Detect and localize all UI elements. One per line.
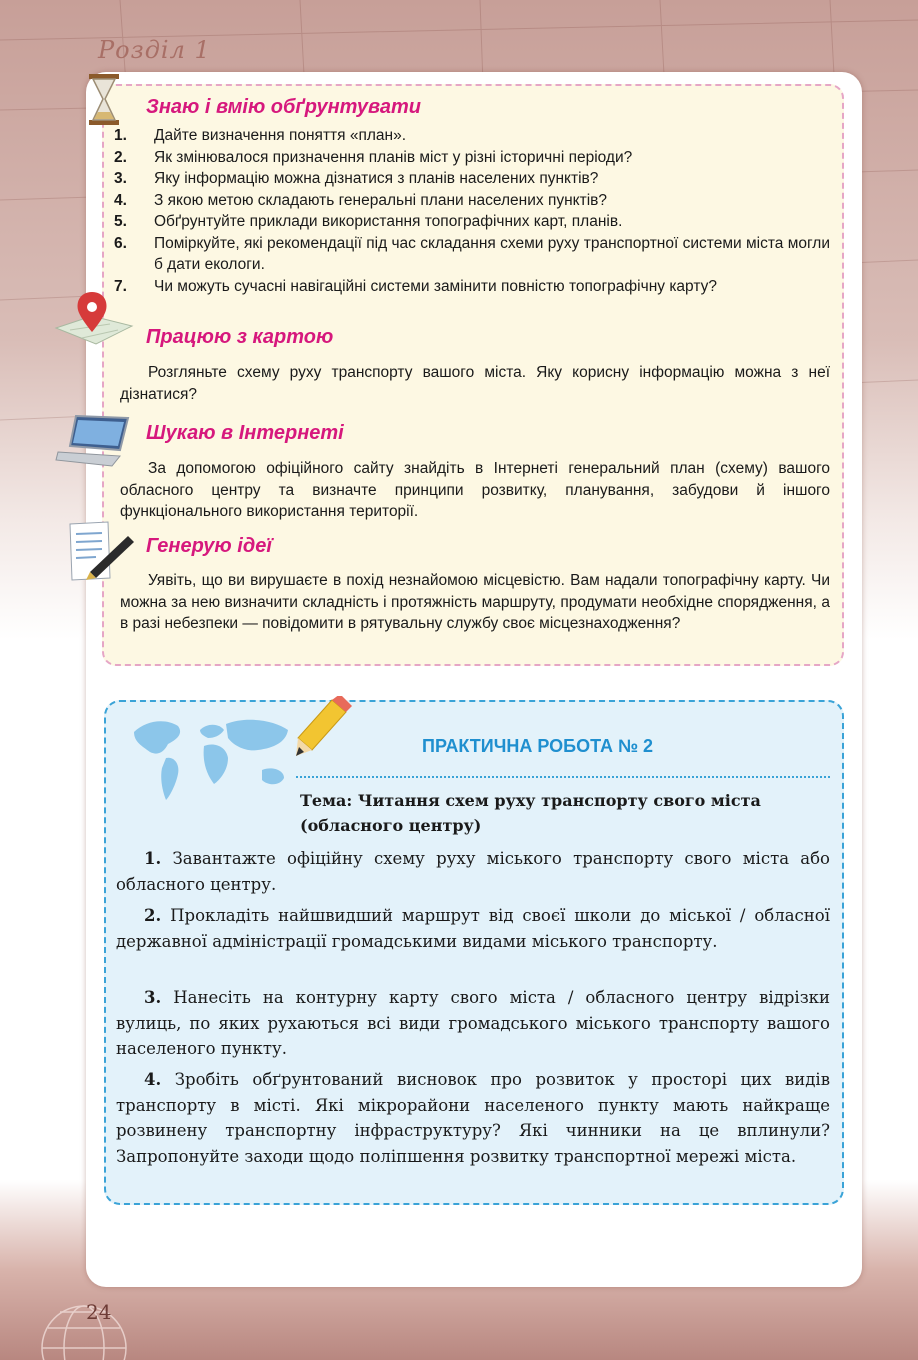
list-item: 2. Як змінювалося призначення планів міст у різні історичні періоди?: [114, 148, 633, 166]
ideas-heading: Генерую ідеї: [146, 535, 272, 557]
practical-step: 1. Завантажте офіційну схему руху міського транспорту свого міста або обласного центру.: [116, 849, 830, 894]
page-number: 24: [86, 1300, 112, 1324]
list-item: 6. Поміркуйте, які рекомендації під час складання схеми руху транспортної системи міста могли б дати екологи.: [114, 234, 830, 273]
map-heading: Працюю з картою: [146, 326, 334, 348]
hourglass-icon: [86, 72, 122, 128]
internet-heading: Шукаю в Інтернеті: [146, 422, 344, 444]
practical-step: 3. Нанесіть на контурну карту свого міста / обласного центру відрізки вулиць, по яких рухаються всі види громадського міського транспорту вашого населеного пункту.: [116, 988, 830, 1058]
list-item: 3. Яку інформацію можна дізнатися з планів населених пунктів?: [114, 170, 599, 187]
practical-step: 4. Зробіть обґрунтований висновок про розвиток у просторі цих видів транспорту в місті. Які мікрорайони населеного пункту мають найкраще розвинену транспортну інфраструктуру? Які чинники на це вплинули? Запропонуйте заходи щодо поліпшення розвитку транспортної мережі міста.: [116, 1070, 831, 1166]
practical-step: 2. Прокладіть найшвидший маршрут від своєї школи до міської / обласної державної адміністрації громадськими видами міського транспорту.: [116, 906, 830, 951]
know-heading: Знаю і вмію обґрунтувати: [146, 96, 421, 118]
questions-list: [114, 125, 830, 297]
dotted-divider: [296, 776, 830, 778]
map-pin-icon: [52, 290, 136, 348]
internet-text: За допомогою офіційного сайту знайдіть в Інтернеті генеральний план (схему) вашого обласного центру та визначте принципи розвитку, планування, забудови й іншого функціонального використання території.: [120, 460, 830, 520]
globe-icon: [34, 1288, 134, 1360]
ideas-text: Уявіть, що ви вирушаєте в похід незнайомою місцевістю. Вам надали топографічну карту. Чи можна за нею визначити складність і протяжність маршруту, продумати необхідне спорядження, а в разі небезпеки — повідомити в рятувальну службу своє місцезнаходження?: [120, 572, 830, 632]
world-map-icon: [128, 712, 298, 804]
list-item: 5. Обґрунтуйте приклади використання топографічних карт, планів.: [114, 213, 623, 230]
list-item: 1. Дайте визначення поняття «план».: [114, 127, 407, 144]
list-item: 4. З якою метою складають генеральні плани населених пунктів?: [114, 191, 608, 209]
section-label: Розділ 1: [98, 36, 211, 64]
practical-topic: Тема: Читання схем руху транспорту свого міста (обласного центру): [300, 791, 761, 835]
practical-title: ПРАКТИЧНА РОБОТА № 2: [422, 736, 654, 756]
map-text: Розгляньте схему руху транспорту вашого міста. Яку корисну інформацію можна з неї дізнатися?: [120, 364, 830, 403]
list-item: 7. Чи можуть сучасні навігаційні системи замінити повністю топографічну карту?: [114, 277, 717, 295]
pencil-icon: [294, 696, 354, 760]
